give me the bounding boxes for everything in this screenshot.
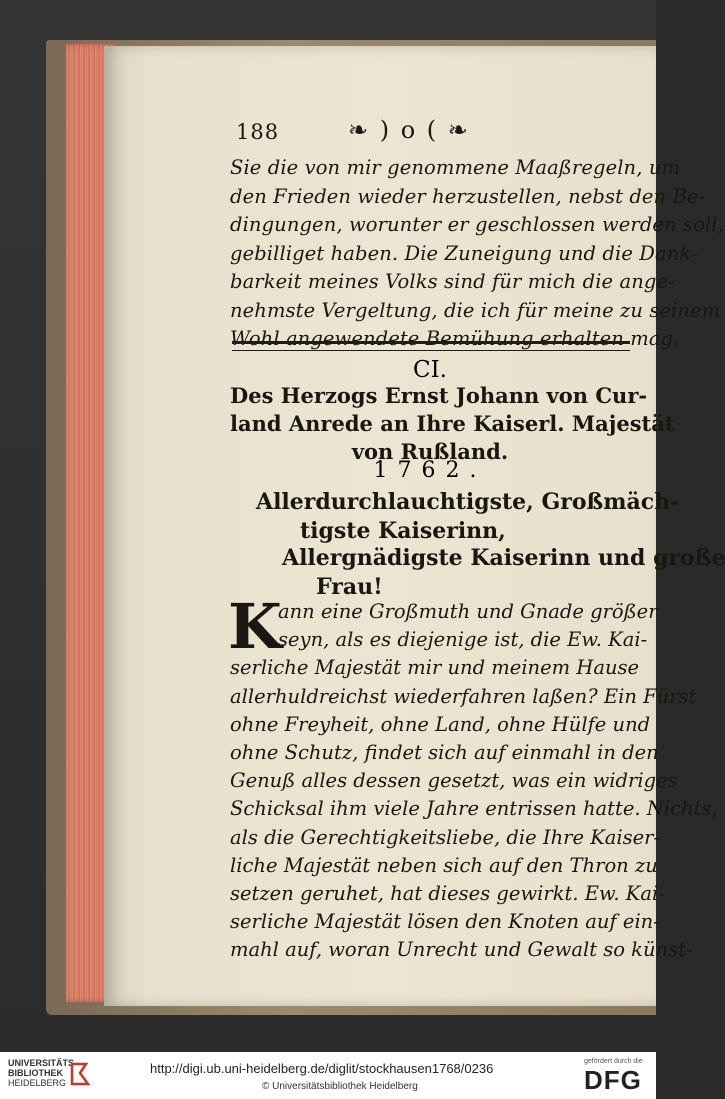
text-line: dingungen, worunter er geschlossen werden soll, bbox=[230, 213, 724, 236]
viewer-footer bbox=[0, 1052, 656, 1099]
text-line: Wohl angewendete Bemühung erhalten mag. bbox=[230, 327, 680, 350]
text-line: setzen geruhet, hat dieses gewirkt. Ew. Kai- bbox=[230, 881, 665, 905]
text-line: gebilliget haben. Die Zuneigung und die Dank- bbox=[230, 241, 698, 265]
text-line: ann eine Großmuth und Gnade größer bbox=[278, 600, 658, 623]
text-line: mahl auf, woran Unrecht und Gewalt so künst- bbox=[230, 938, 693, 962]
section-divider bbox=[232, 341, 630, 351]
text-line: serliche Majestät lösen den Knoten auf ein- bbox=[230, 910, 660, 934]
running-head bbox=[230, 118, 630, 148]
text-line: serliche Majestät mir und meinem Hause bbox=[230, 656, 640, 680]
library-name-line: BIBLIOTHEK bbox=[8, 1068, 63, 1078]
text-line: Schicksal ihm viele Jahre entrissen hatte. Nichts, bbox=[230, 797, 718, 821]
ornament-icon: ❧ ) o ( ❧ bbox=[348, 116, 470, 144]
text-line: barkeit meines Volks sind für mich die ange- bbox=[230, 270, 675, 293]
salutation-line: Frau! bbox=[316, 574, 383, 600]
heading-line: Des Herzogs Ernst Johann von Cur- bbox=[230, 383, 648, 408]
library-logo bbox=[8, 1058, 77, 1088]
library-name-line: HEIDELBERG bbox=[8, 1078, 67, 1088]
salutation-line: Allerdurchlauchtigste, Großmäch- bbox=[256, 489, 680, 515]
page-number: 188 bbox=[236, 120, 280, 144]
salutation-1 bbox=[230, 488, 680, 546]
text-line: nehmste Vergeltung, die ich für meine zu seinem bbox=[230, 298, 721, 322]
heading-line: von Rußland. bbox=[351, 439, 509, 464]
drop-cap: K bbox=[228, 590, 282, 663]
text-line: ohne Schutz, findet sich auf einmahl in den bbox=[230, 740, 659, 764]
funding-note: gefördert durch die bbox=[584, 1058, 643, 1065]
library-name-line: UNIVERSITÄTS- bbox=[8, 1058, 78, 1068]
dfg-logo: DFG bbox=[584, 1065, 642, 1095]
copyright-notice: © Universitätsbibliothek Heidelberg bbox=[262, 1081, 418, 1092]
text-line: den Frieden wieder herzustellen, nebst den Be- bbox=[230, 184, 706, 208]
chapter-heading bbox=[230, 382, 675, 466]
salutation-line: tigste Kaiserinn, bbox=[300, 518, 506, 544]
salutation-line: Allergnädigste Kaiserinn und große bbox=[282, 545, 725, 571]
text-line: ohne Freyheit, ohne Land, ohne Hülfe und bbox=[230, 712, 651, 736]
text-line: Sie die von mir genommene Maaßregeln, um bbox=[230, 156, 681, 179]
intro-paragraph bbox=[230, 154, 724, 354]
text-line: seyn, als es diejenige ist, die Ew. Kai- bbox=[278, 628, 648, 652]
salutation-2 bbox=[230, 544, 725, 602]
text-line: allerhuldreichst wiederfahren laßen? Ein Fürst bbox=[230, 684, 697, 708]
heading-line: land Anrede an Ihre Kaiserl. Majestät bbox=[230, 411, 675, 436]
body-paragraph bbox=[228, 590, 718, 964]
permalink-url[interactable]: http://digi.ub.uni-heidelberg.de/diglit/stockhausen1768/0236 bbox=[150, 1061, 494, 1076]
text-line: als die Gerechtigkeitsliebe, die Ihre Kaiser- bbox=[230, 825, 661, 849]
year: 1762. bbox=[373, 458, 487, 483]
library-logo-icon bbox=[70, 1060, 90, 1086]
text-line: Genuß alles dessen gesetzt, was ein widriges bbox=[230, 769, 678, 793]
chapter-number: CI. bbox=[413, 357, 447, 383]
text-line: liche Majestät neben sich auf den Thron zu bbox=[230, 853, 658, 877]
